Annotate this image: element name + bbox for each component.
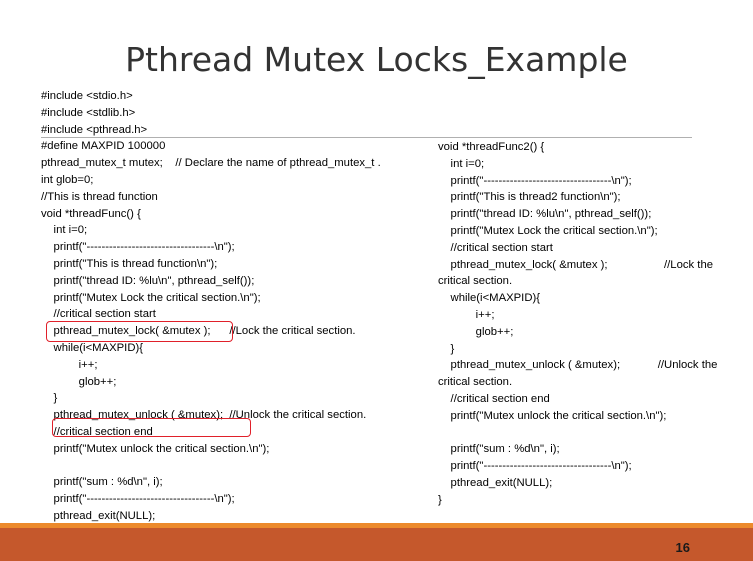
code-line: printf("thread ID: %lu\n", pthread_self()); — [438, 208, 652, 221]
code-line: } — [438, 342, 455, 355]
code-line: int i=0; — [438, 157, 485, 170]
code-line: pthread_exit(NULL); — [438, 476, 553, 489]
code-line: printf("sum : %d\n", i); — [438, 443, 560, 456]
right-code-block — [438, 139, 717, 509]
code-line — [438, 425, 717, 442]
code-line: printf("sum : %d\n", i); — [41, 476, 163, 489]
code-line: pthread_mutex_lock( &mutex ); //Lock the — [438, 258, 714, 271]
code-line: #include <stdlib.h> — [41, 106, 136, 119]
code-line: printf("This is thread function\n"); — [41, 257, 218, 270]
code-line: printf("----------------------------------\n"); — [41, 493, 235, 506]
code-line: } — [41, 392, 58, 405]
code-line: i++; — [438, 308, 495, 321]
code-line: //critical section end — [41, 425, 153, 438]
code-line: #define MAXPID 100000 — [41, 140, 166, 153]
code-line: //critical section end — [438, 392, 550, 405]
code-line: printf("Mutex unlock the critical section.\n"); — [438, 409, 667, 422]
footer-bar — [0, 528, 753, 561]
code-line — [41, 458, 381, 475]
code-line: printf("Mutex Lock the critical section.\n"); — [41, 291, 261, 304]
code-line: printf("Mutex Lock the critical section.\n"); — [438, 224, 658, 237]
code-line: while(i<MAXPID){ — [41, 341, 144, 354]
code-line: glob++; — [41, 375, 117, 388]
left-code-block — [41, 88, 381, 542]
code-line: } — [438, 493, 442, 506]
code-line: pthread_mutex_unlock ( &mutex); //Unlock the — [438, 359, 718, 372]
code-line: printf("Mutex unlock the critical section.\n"); — [41, 442, 270, 455]
code-line: glob++; — [438, 325, 514, 338]
code-line: int i=0; — [41, 224, 88, 237]
code-line: int glob=0; — [41, 173, 94, 186]
code-line: printf("----------------------------------\n"); — [438, 460, 632, 473]
code-line: printf("This is thread2 function\n"); — [438, 191, 621, 204]
code-line: critical section. — [438, 275, 513, 288]
code-line: while(i<MAXPID){ — [438, 292, 541, 305]
code-line: #include <stdio.h> — [41, 90, 133, 102]
code-line: void *threadFunc() { — [41, 207, 141, 220]
code-line: printf("----------------------------------\n"); — [438, 174, 632, 187]
code-line: critical section. — [438, 376, 513, 389]
code-line: pthread_exit(NULL); — [41, 509, 156, 522]
code-line: pthread_mutex_unlock ( &mutex); //Unlock the critical section. — [41, 409, 367, 422]
code-line: printf("thread ID: %lu\n", pthread_self()); — [41, 274, 255, 287]
page-number: 16 — [675, 540, 690, 555]
code-line: pthread_mutex_lock( &mutex ); //Lock the critical section. — [41, 325, 356, 338]
code-line: pthread_mutex_t mutex; // Declare the name of pthread_mutex_t . — [41, 157, 381, 170]
code-line: #include <pthread.h> — [41, 123, 148, 136]
code-line: printf("----------------------------------\n"); — [41, 241, 235, 254]
code-line: i++; — [41, 358, 98, 371]
slide-title: Pthread Mutex Locks_Example — [125, 40, 628, 79]
code-line: //This is thread function — [41, 190, 158, 203]
highlight-box-critical-section-end — [52, 418, 251, 437]
code-line: //critical section start — [41, 308, 156, 321]
highlight-box-mutex-lock — [46, 321, 233, 342]
code-line: //critical section start — [438, 241, 553, 254]
code-line: void *threadFunc2() { — [438, 141, 545, 153]
